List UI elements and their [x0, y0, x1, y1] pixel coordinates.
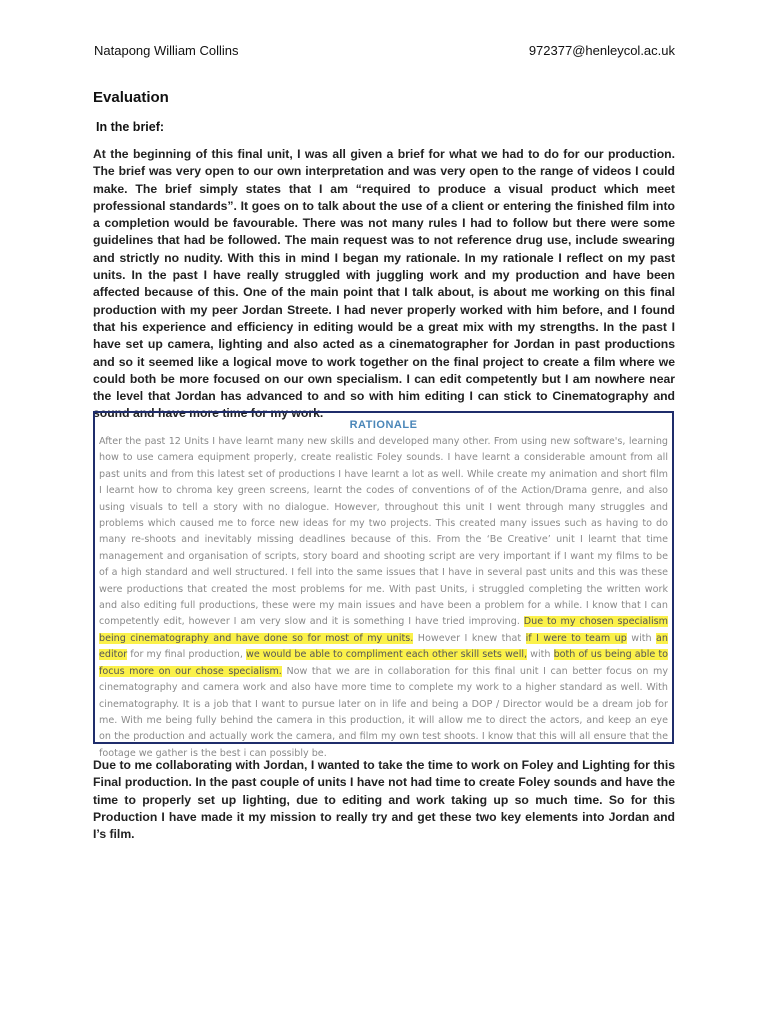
paragraph-brief: At the beginning of this final unit, I was all given a brief for what we had to do for our production. The brief was very open to our own interpretation and was very open to the range of videos I could make. The brief simply states that I am “required to produce a visual product which meet professional standards”. It goes on to talk about the use of a client or entering the finished film into a completion would be favourable. There was not many rules I had to follow but there were some guidelines that had be followed. The main request was to not reference drug use, include swearing and strictly no nudity. With this in mind I began my rationale. In my rationale I reflect on my past units. In the past I have really struggled with juggling work and my production and have been affected because of this. One of the main point that I talk about, is about me working on this final production with my peer Jordan Streete. I had never properly worked with him before, and I found that his experience and efficiency in editing would be a great mix with my strengths. In the past I have set up camera, lighting and also acted as a cinematographer for Jordan in past productions and so it seemed like a logical move to work together on the final project to create a film where we could both be more focused on our own specialism. I can edit competently but I am nowhere near the level that Jordan has advanced to and so with him editing I can stick to Cinematography and sound and have more time for my work. — [93, 147, 675, 421]
highlight-4: we would be able to compliment each other skill sets well, — [245, 649, 528, 661]
highlight-2: if I were to team up — [525, 632, 627, 644]
rationale-title: RATIONALE — [349, 419, 418, 431]
rationale-text-6: Now that we are in collaboration for this final unit I can better focus on my cinematography and camera work and also have more time to complete my work to a higher standard as well. With cinematography. It is a job that I want to pursue later on in life and being a DOP / Director would be a dream job for me. With me being fully behind the camera in this production, it will allow me to direct the actors, and keep an eye on the production and actually work the camera, and film my own test shoots. I know that this will all ensure that the footage we gather is the best i can possibly be. — [99, 665, 668, 759]
highlight-3: an editor — [99, 632, 669, 661]
author-name: Natapong William Collins — [94, 43, 239, 58]
rationale-text-1: After the past 12 Units I have learnt many new skills and developed many other. From using new software's, learning how to use camera equipment properly, create realistic Foley sounds. I have learnt a considerable amount from all past units and from this latest set of productions I have learnt a lot as well. While create my animation and short film I learnt how to chroma key green screens, learnt the codes of conventions of of the Action/Drama genre, and also using visuals to tell a story with no dialogue. However, throughout this unit I went through many struggles and problems which caused me to force new ideas for my two projects. This created many issues such as having to do many re-shoots and inevitably missing deadlines because of this. From the ‘Be Creative’ unit I learnt that time management and organisation of scripts, story board and shooting script are very important if I want my films to be of a high standard and well structured. I fell into the same issues that I have in several past units and this was these were productions that created the most problems for me. With past Units, i struggled completing the written work and also editing full productions, these were my main issues and have been a problem for a while. I know that I can competently edit, however I am very slow and it is something I have tried improving. — [99, 436, 668, 628]
rationale-text — [99, 434, 668, 762]
paragraph-collaboration: Due to me collaborating with Jordan, I wanted to take the time to work on Foley and Lighting for this Final production. In the past couple of units I have not had time to create Foley sounds and have the time to properly set up lighting, due to editing and work taking up so much time. So for this Production I have made it my mission to really try and get these two key elements into Jordan and I’s film. — [93, 758, 675, 842]
rationale-text-4: for my final production, — [127, 649, 246, 661]
highlight-5: both of us being able to focus more on our chose specialism. — [99, 649, 669, 677]
rationale-text-3: with — [626, 632, 657, 644]
page-title: Evaluation — [93, 89, 169, 106]
section-subtitle: In the brief: — [96, 120, 165, 134]
rationale-image — [93, 411, 674, 759]
rationale-text-2: However I knew that — [413, 632, 526, 644]
author-email: 972377@henleycol.ac.uk — [528, 43, 675, 58]
rationale-text-5: with — [527, 649, 554, 661]
highlight-1: Due to my chosen specialism being cinematography and have done so for most of my units. — [99, 616, 668, 644]
